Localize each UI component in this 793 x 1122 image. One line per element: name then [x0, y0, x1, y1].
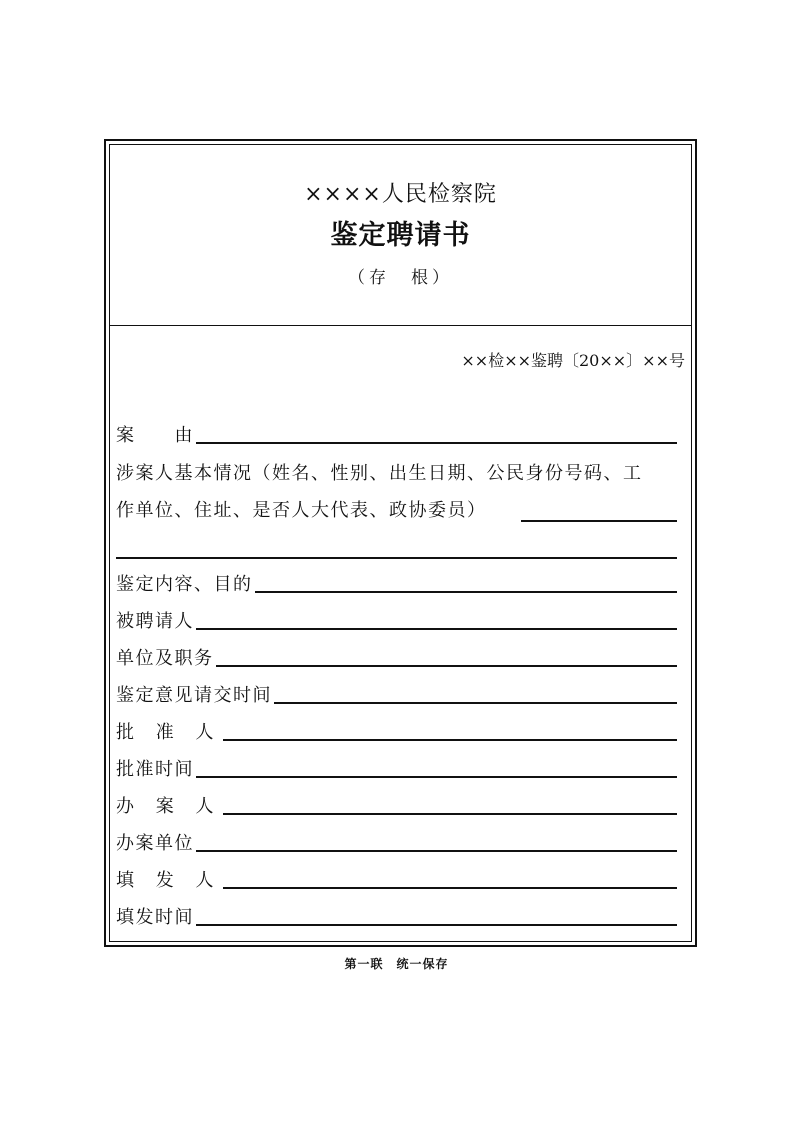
engaged-person-line[interactable] — [196, 627, 677, 630]
document-number: ××检××鉴聘〔20××〕××号 — [461, 351, 685, 370]
person-info-line-end[interactable] — [521, 520, 677, 522]
unit-position-line[interactable] — [216, 664, 678, 667]
form-outer-border — [104, 139, 697, 947]
issuer-row — [116, 866, 677, 892]
person-info-line1: 涉案人基本情况（姓名、性别、出生日期、公民身份号码、工 — [116, 463, 643, 484]
form-inner-border — [109, 144, 692, 942]
appraisal-content-line[interactable] — [255, 590, 678, 593]
appraisal-content-label: 鉴定内容、目的 — [116, 574, 253, 595]
handling-unit-label: 办案单位 — [116, 833, 194, 854]
approval-time-label: 批准时间 — [116, 759, 194, 780]
issue-time-label: 填发时间 — [116, 907, 194, 928]
person-info-extra-line[interactable] — [116, 557, 677, 559]
opinion-time-row — [116, 681, 677, 707]
handling-unit-line[interactable] — [196, 849, 677, 852]
approver-row — [116, 718, 677, 744]
document-subtitle: （存 根） — [348, 268, 453, 288]
case-cause-label: 案 由 — [116, 425, 194, 446]
opinion-time-label: 鉴定意见请交时间 — [116, 685, 272, 706]
appraisal-content-row — [116, 570, 677, 596]
issuer-label: 填 发 人 — [116, 870, 222, 891]
case-handler-line[interactable] — [223, 812, 677, 815]
unit-position-row — [116, 644, 677, 670]
document-title: 鉴定聘请书 — [330, 220, 471, 251]
case-cause-line[interactable] — [196, 441, 677, 444]
footer-note: 第一联 统一保存 — [344, 957, 449, 971]
approver-label: 批 准 人 — [116, 722, 222, 743]
procuratorate-name: ××××人民检察院 — [304, 182, 497, 207]
case-handler-row — [116, 792, 677, 818]
case-cause-row — [116, 421, 677, 447]
approver-line[interactable] — [223, 738, 677, 741]
approval-time-row — [116, 755, 677, 781]
unit-position-label: 单位及职务 — [116, 648, 214, 669]
approval-time-line[interactable] — [196, 775, 677, 778]
issuer-line[interactable] — [223, 886, 677, 889]
case-handler-label: 办 案 人 — [116, 796, 222, 817]
person-info-line2: 作单位、住址、是否人大代表、政协委员） — [116, 500, 487, 521]
handling-unit-row — [116, 829, 677, 855]
engaged-person-label: 被聘请人 — [116, 611, 194, 632]
issue-time-line[interactable] — [196, 923, 677, 926]
engaged-person-row — [116, 607, 677, 633]
form-header — [110, 145, 691, 326]
issue-time-row — [116, 903, 677, 929]
opinion-time-line[interactable] — [274, 701, 677, 704]
